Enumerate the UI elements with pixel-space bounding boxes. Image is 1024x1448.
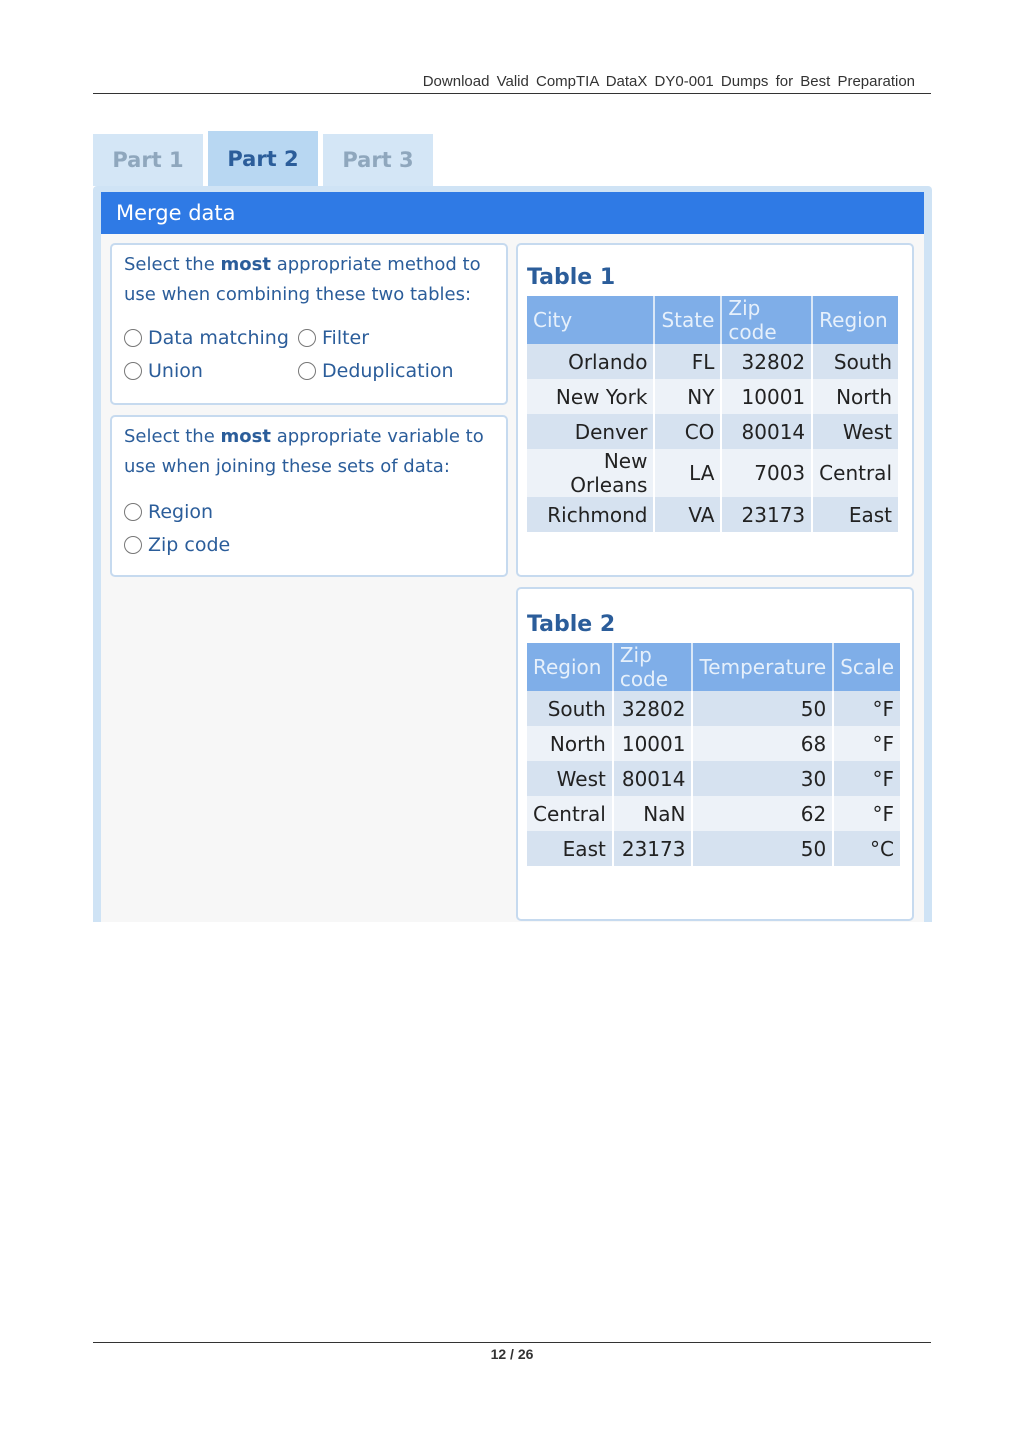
option-label: Deduplication — [322, 360, 454, 382]
panel-title: Merge data — [101, 192, 924, 234]
column-header: Temperature — [692, 643, 833, 691]
table-cell: East — [527, 831, 613, 866]
table1-title: Table 1 — [527, 265, 616, 290]
option-label: Data matching — [148, 327, 289, 349]
table-cell: 68 — [692, 726, 833, 761]
table-cell: VA — [654, 497, 721, 532]
table-cell: 50 — [692, 691, 833, 726]
table-cell: LA — [654, 449, 721, 497]
radio-icon[interactable] — [124, 329, 142, 347]
table-cell: °C — [833, 831, 900, 866]
table-cell: South — [812, 344, 898, 379]
question-variable-box — [110, 415, 508, 577]
panel-body — [101, 192, 924, 922]
column-header: Region — [812, 296, 898, 344]
option-label: Zip code — [148, 534, 231, 556]
question-text-suffix: appropriate variable to use when joining these sets of data: — [124, 426, 484, 477]
table-cell: 80014 — [613, 761, 693, 796]
table-row — [527, 344, 898, 379]
table2-title: Table 2 — [527, 612, 616, 637]
table-row — [527, 761, 900, 796]
table-cell: 50 — [692, 831, 833, 866]
table-cell: °F — [833, 796, 900, 831]
question-method-text — [124, 250, 499, 310]
option-union[interactable] — [124, 360, 203, 382]
table-cell: New Orleans — [527, 449, 654, 497]
document-header: Download Valid CompTIA DataX DY0-001 Dumps for Best Preparation — [93, 70, 931, 94]
table-cell: 10001 — [613, 726, 693, 761]
table-row — [527, 449, 898, 497]
table-cell: NY — [654, 379, 721, 414]
table-cell: 32802 — [721, 344, 812, 379]
column-header: City — [527, 296, 654, 344]
table-cell: FL — [654, 344, 721, 379]
page-number: 12 / 26 — [490, 1346, 534, 1362]
option-filter[interactable] — [298, 327, 369, 349]
tab-part-1[interactable]: Part 1 — [93, 134, 203, 186]
table-cell: °F — [833, 761, 900, 796]
table-cell: 30 — [692, 761, 833, 796]
tab-bar — [93, 131, 932, 186]
tab-part-2[interactable]: Part 2 — [208, 131, 318, 186]
table-cell: °F — [833, 691, 900, 726]
table-cell: East — [812, 497, 898, 532]
table-row — [527, 831, 900, 866]
option-region[interactable] — [124, 501, 213, 523]
table-row — [527, 726, 900, 761]
table-cell: Richmond — [527, 497, 654, 532]
table1-box — [516, 243, 914, 577]
column-header: Region — [527, 643, 613, 691]
table-row — [527, 497, 898, 532]
table-cell: 7003 — [721, 449, 812, 497]
panel-frame — [93, 186, 932, 922]
table-header-row — [527, 296, 898, 344]
table-row — [527, 379, 898, 414]
option-label: Region — [148, 501, 214, 523]
table-row — [527, 796, 900, 831]
table-cell: North — [812, 379, 898, 414]
table-row — [527, 691, 900, 726]
table-cell: 10001 — [721, 379, 812, 414]
option-label: Union — [148, 360, 203, 382]
option-zip-code[interactable] — [124, 534, 230, 556]
question-text-emphasis: most — [220, 426, 271, 447]
table-cell: 23173 — [613, 831, 693, 866]
tab-part-3[interactable]: Part 3 — [323, 134, 433, 186]
option-deduplication[interactable] — [298, 360, 454, 382]
table-cell: Central — [812, 449, 898, 497]
table-cell: Orlando — [527, 344, 654, 379]
question-text-prefix: Select the — [124, 426, 221, 447]
radio-icon[interactable] — [124, 503, 142, 521]
table-cell: CO — [654, 414, 721, 449]
footer-divider — [93, 1342, 931, 1343]
option-label: Filter — [322, 327, 370, 349]
radio-icon[interactable] — [124, 362, 142, 380]
table-cell: NaN — [613, 796, 693, 831]
column-header: Zip code — [613, 643, 693, 691]
question-text-suffix: appropriate method to use when combining these two tables: — [124, 254, 481, 305]
column-header: State — [654, 296, 721, 344]
table2-box — [516, 587, 914, 921]
table-cell: West — [812, 414, 898, 449]
radio-icon[interactable] — [124, 536, 142, 554]
table-cell: New York — [527, 379, 654, 414]
table-header-row — [527, 643, 900, 691]
question-variable-text — [124, 422, 499, 482]
table-cell: 23173 — [721, 497, 812, 532]
table-cell: 62 — [692, 796, 833, 831]
table-cell: 32802 — [613, 691, 693, 726]
table-cell: South — [527, 691, 613, 726]
table-cell: West — [527, 761, 613, 796]
question-text-emphasis: most — [220, 254, 271, 275]
question-method-box — [110, 243, 508, 405]
table-row — [527, 414, 898, 449]
question-text-prefix: Select the — [124, 254, 221, 275]
radio-icon[interactable] — [298, 329, 316, 347]
table-cell: Denver — [527, 414, 654, 449]
column-header: Zip code — [721, 296, 812, 344]
table-cell: °F — [833, 726, 900, 761]
table-cell: Central — [527, 796, 613, 831]
table-cell: North — [527, 726, 613, 761]
table-cell: 80014 — [721, 414, 812, 449]
column-header: Scale — [833, 643, 900, 691]
option-data-matching[interactable] — [124, 327, 289, 349]
table2 — [527, 643, 900, 866]
question-app — [93, 131, 932, 922]
radio-icon[interactable] — [298, 362, 316, 380]
table1 — [527, 296, 898, 532]
